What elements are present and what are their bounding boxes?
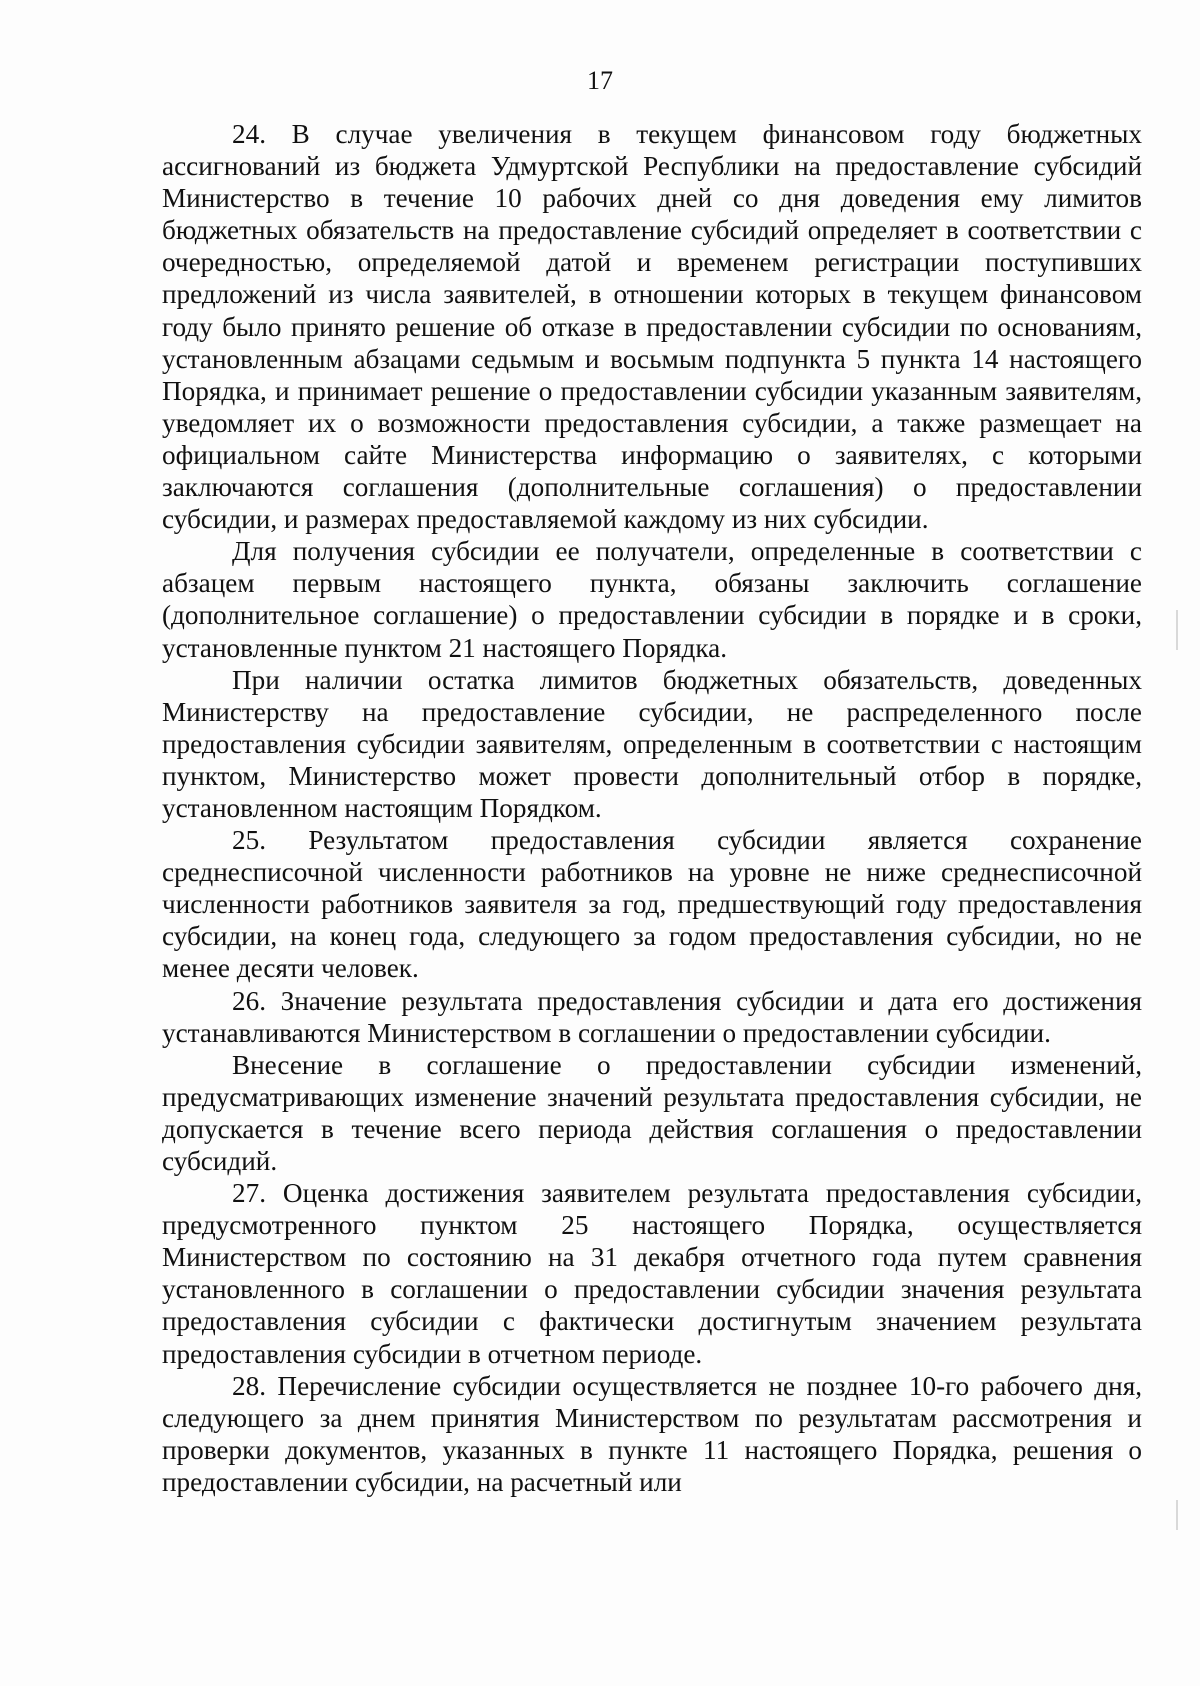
- paragraph-24-obligation: Для получения субсидии ее получатели, определенные в соответствии с абзацем первым настоящего пункта, обязаны заключить соглашение (дополнительное соглашение) о предоставлении субсидии в порядке и в сроки, установленные пунктом 21 настоящего Порядка.: [162, 536, 1142, 663]
- document-body: [162, 118, 1142, 1498]
- paragraph-24-remaining-limits: При наличии остатка лимитов бюджетных обязательств, доведенных Министерству на предоставление субсидии, не распределенного после предоставления субсидии заявителям, определенным в соответствии с настоящим пунктом, Министерство может провести дополнительный отбор в порядке, установленном настоящим Порядком.: [162, 664, 1142, 823]
- paragraph-27: 27. Оценка достижения заявителем результата предоставления субсидии, предусмотренного пунктом 25 настоящего Порядка, осуществляется Министерством по состоянию на 31 декабря отчетного года путем сравнения установленного в соглашении о предоставлении субсидии значения результата предоставления субсидии с фактически достигнутым значением результата предоставления субсидии в отчетном периоде.: [162, 1178, 1142, 1369]
- page-number: 17: [587, 66, 613, 95]
- paragraph-25: 25. Результатом предоставления субсидии является сохранение среднесписочной численности работников на уровне не ниже среднесписочной численности работников заявителя за год, предшествующий году предоставления субсидии, на конец года, следующего за годом предоставления субсидии, но не менее десяти человек.: [162, 825, 1142, 984]
- paragraph-26-amendments: Внесение в соглашение о предоставлении субсидии изменений, предусматривающих изменение значений результата предоставления субсидии, не допускается в течение всего периода действия соглашения о предоставлении субсидий.: [162, 1049, 1142, 1176]
- scan-edge-mark: [1176, 1500, 1178, 1530]
- paragraph-26: 26. Значение результата предоставления субсидии и дата его достижения устанавливаются Министерством в соглашении о предоставлении субсидии.: [162, 985, 1142, 1048]
- scan-edge-mark: [1176, 610, 1178, 650]
- paragraph-28: 28. Перечисление субсидии осуществляется не позднее 10-го рабочего дня, следующего за днем принятия Министерством по результатам рассмотрения и проверки документов, указанных в пункте 11 настоящего Порядка, решения о предоставлении субсидии, на расчетный или: [162, 1370, 1142, 1497]
- paragraph-24: 24. В случае увеличения в текущем финансовом году бюджетных ассигнований из бюджета Удмуртской Республики на предоставление субсидий Министерство в течение 10 рабочих дней со дня доведения ему лимитов бюджетных обязательств на предоставление субсидий определяет в соответствии с очередностью, определяемой датой и временем регистрации поступивших предложений из числа заявителей, в отношении которых в текущем финансовом году было принято решение об отказе в предоставлении субсидии по основаниям, установленным абзацами седьмым и восьмым подпункта 5 пункта 14 настоящего Порядка, и принимает решение о предоставлении субсидии указанным заявителям, уведомляет их о возможности предоставления субсидии, а также размещает на официальном сайте Министерства информацию о заявителях, с которыми заключаются соглашения (дополнительные соглашения) о предоставлении субсидии, и размерах предоставляемой каждому из них субсидии.: [162, 119, 1142, 535]
